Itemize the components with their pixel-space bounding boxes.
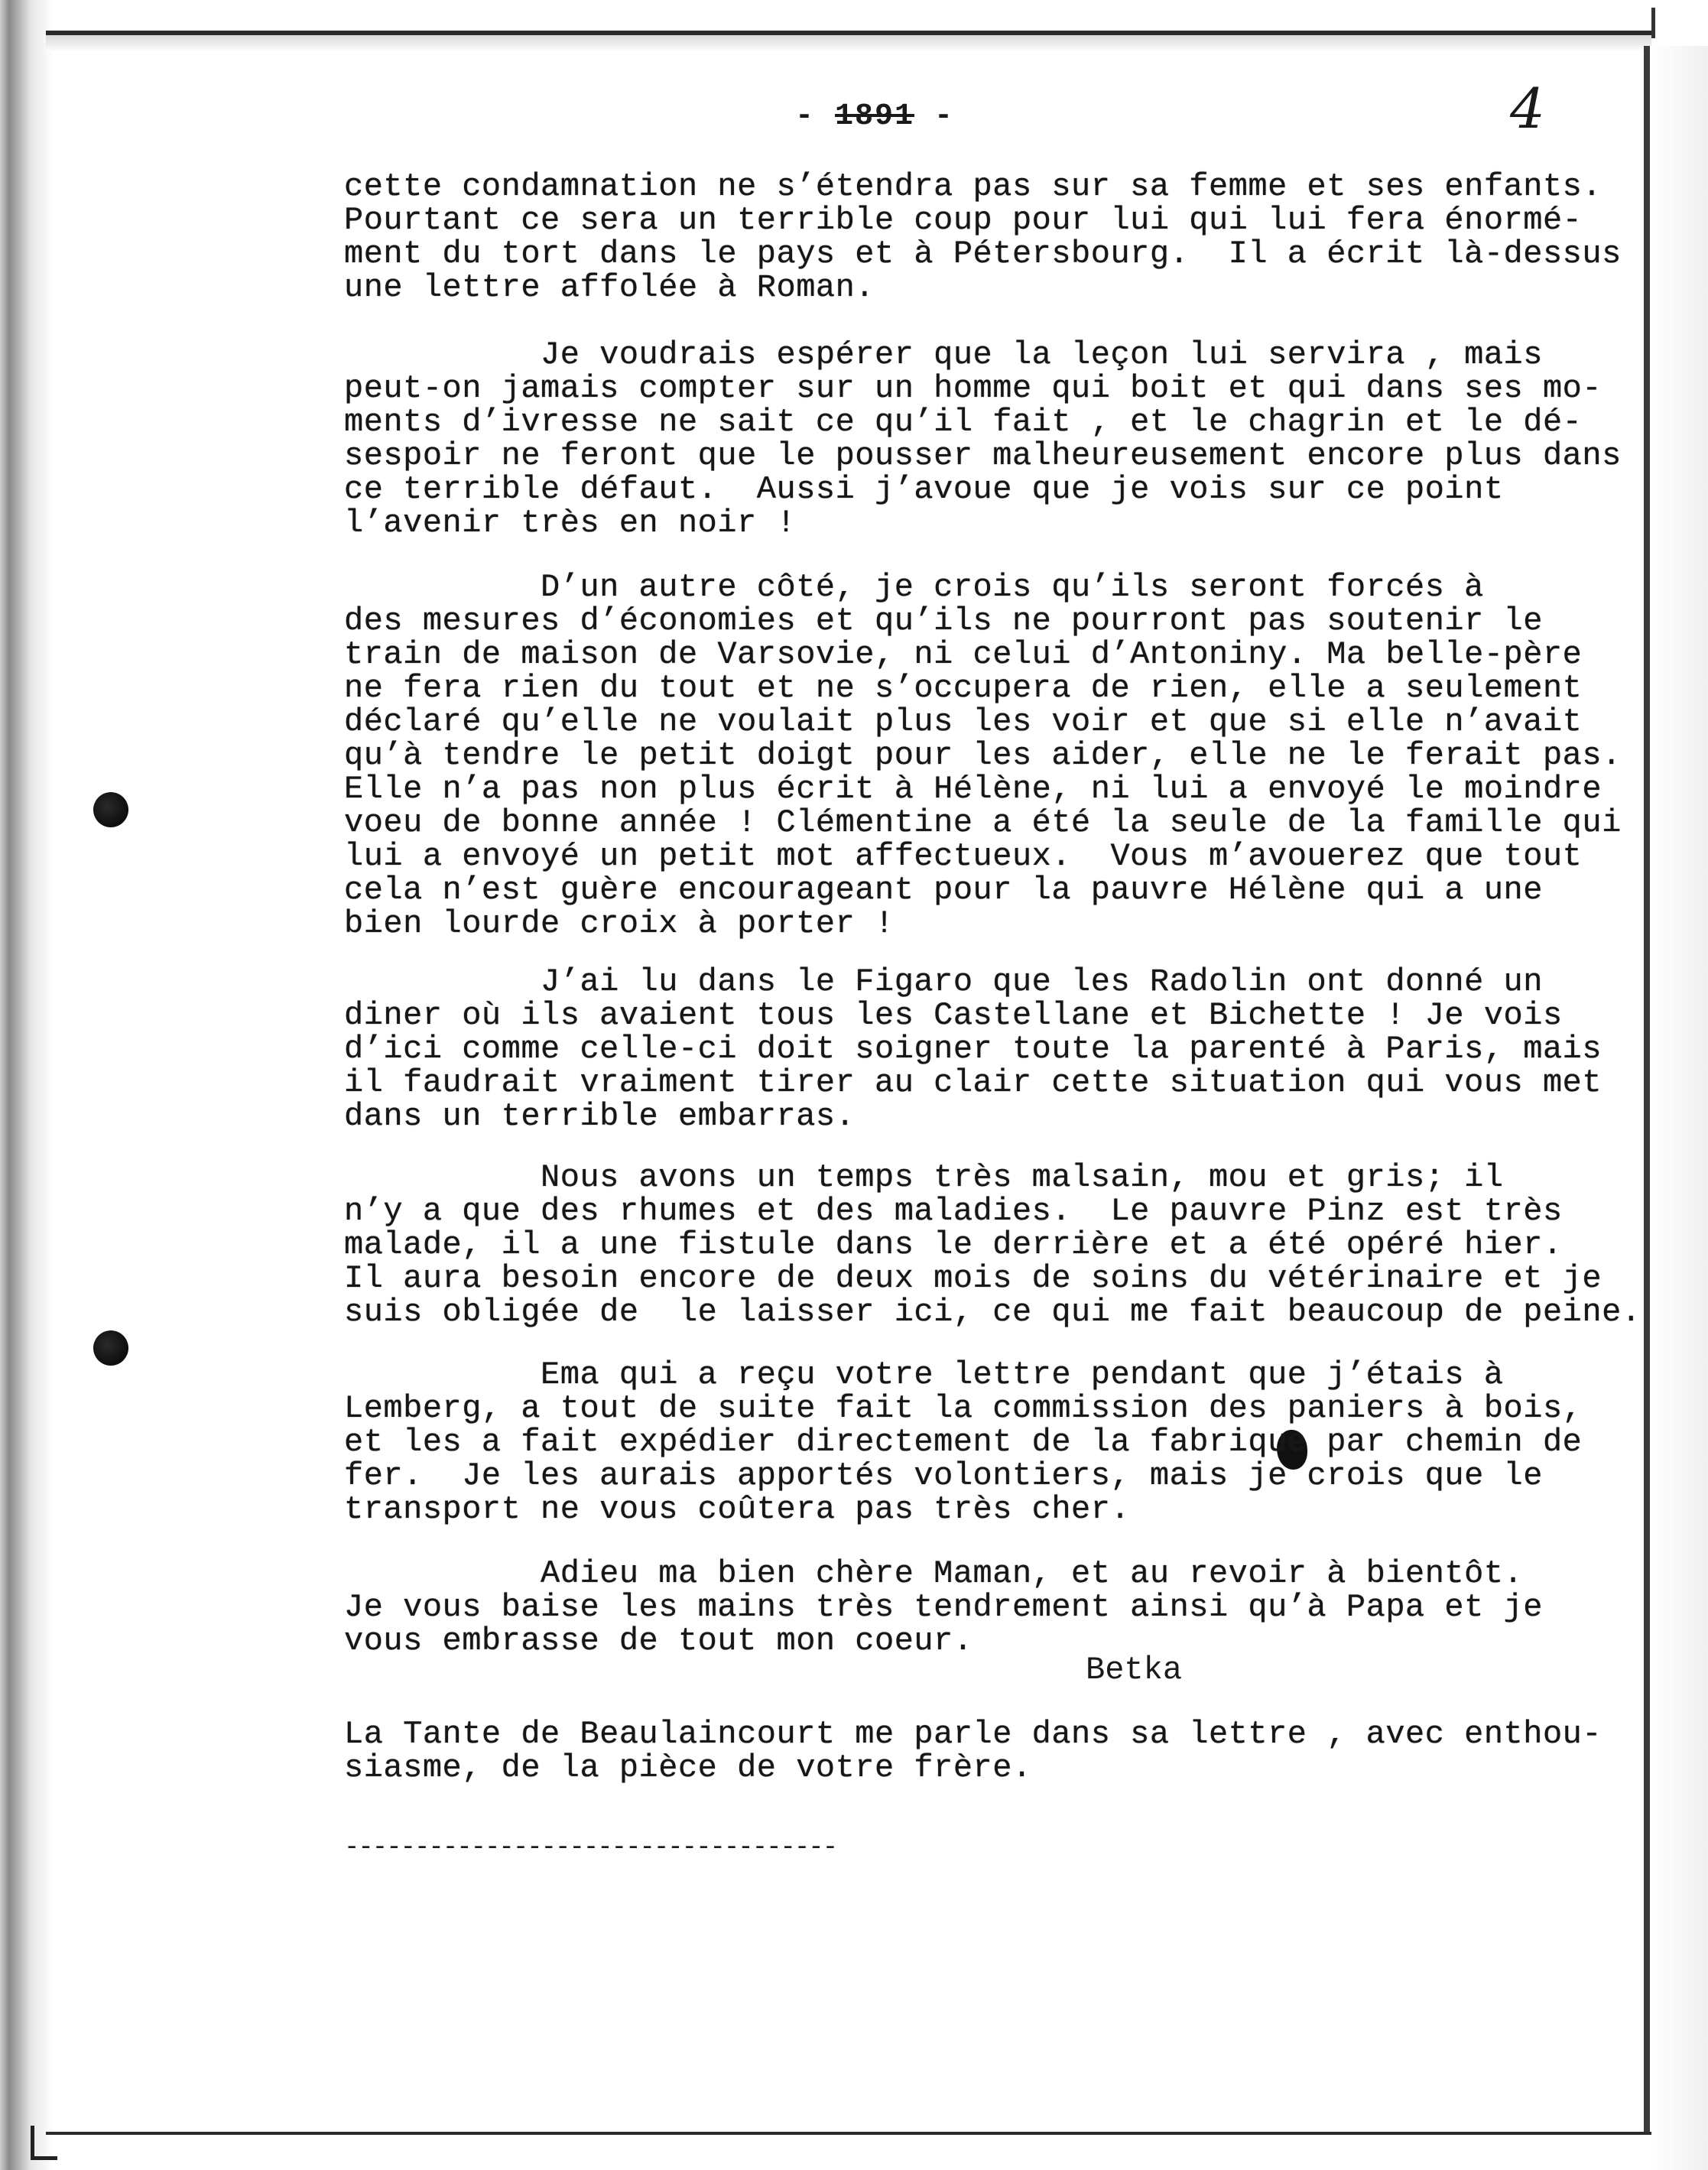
text-line: fer. Je les aurais apportés volontiers, mais je crois que le xyxy=(344,1457,1543,1494)
text-line: voeu de bonne année ! Clémentine a été la seule de la famille qui xyxy=(344,804,1622,841)
text-line: qu’à tendre le petit doigt pour les aider, elle ne le ferait pas. xyxy=(344,737,1622,774)
text-line: il faudrait vraiment tirer au clair cette situation qui vous met xyxy=(344,1064,1602,1101)
text-line: l’avenir très en noir ! xyxy=(344,505,797,541)
text-line: Nous avons un temps très malsain, mou et gris; il xyxy=(344,1159,1504,1196)
text-line: ne fera rien du tout et ne s’occupera de rien, elle a seulement xyxy=(344,670,1583,707)
text-line: diner où ils avaient tous les Castellane et Bichette ! Je vois xyxy=(344,997,1563,1034)
text-line: déclaré qu’elle ne voulait plus les voir et que si elle n’avait xyxy=(344,703,1583,740)
text-line: malade, il a une fistule dans le derrière et a été opéré hier. xyxy=(344,1226,1563,1263)
text-line: Je vous baise les mains très tendrement ainsi qu’à Papa et je xyxy=(344,1589,1543,1626)
folio-number: 4 xyxy=(1510,76,1545,141)
text-line: Il aura besoin encore de deux mois de soins du vétérinaire et je xyxy=(344,1260,1602,1297)
text-line: J’ai lu dans le Figaro que les Radolin ont donné un xyxy=(344,963,1543,1000)
text-line: ce terrible défaut. Aussi j’avoue que je vois sur ce point xyxy=(344,471,1504,508)
page-number: - 1891 - xyxy=(795,99,955,134)
text-line: et les a fait expédier directement de la fabrique par chemin de xyxy=(344,1424,1583,1460)
closing-rule: ----------------------------------- xyxy=(344,1834,837,1863)
punch-hole xyxy=(93,1330,128,1366)
text-line: ments d’ivresse ne sait ce qu’il fait , et le chagrin et le dé- xyxy=(344,404,1583,440)
scan-right-edge xyxy=(1644,46,1650,2133)
scan-left-edge xyxy=(0,0,54,2170)
text-line: suis obligée de le laisser ici, ce qui me fait beaucoup de peine. xyxy=(344,1294,1641,1330)
text-line: peut-on jamais compter sur un homme qui boit et qui dans ses mo- xyxy=(344,370,1602,407)
text-line: cela n’est guère encourageant pour la pauvre Hélène qui a une xyxy=(344,872,1543,908)
text-line: Adieu ma bien chère Maman, et au revoir à bientôt. xyxy=(344,1555,1524,1592)
text-line: Ema qui a reçu votre lettre pendant que j’étais à xyxy=(344,1356,1504,1393)
postscript-line: siasme, de la pièce de votre frère. xyxy=(344,1749,1032,1786)
scan-right-margin xyxy=(1650,46,1708,2170)
text-line: cette condamnation ne s’étendra pas sur sa femme et ses enfants. xyxy=(344,168,1602,205)
text-line: Je voudrais espérer que la leçon lui servira , mais xyxy=(344,336,1543,373)
scan-top-edge xyxy=(46,31,1651,52)
text-line: Lemberg, a tout de suite fait la commission des paniers à bois, xyxy=(344,1390,1583,1427)
scan-bottom-edge xyxy=(46,2132,1651,2135)
text-line: train de maison de Varsovie, ni celui d’Antoniny. Ma belle-père xyxy=(344,636,1583,673)
text-line: des mesures d’économies et qu’ils ne pourront pas soutenir le xyxy=(344,603,1543,639)
page-number-value: 1891 xyxy=(835,99,915,134)
postscript-line: La Tante de Beaulaincourt me parle dans sa lettre , avec enthou- xyxy=(344,1716,1602,1753)
text-line: transport ne vous coûtera pas très cher. xyxy=(344,1491,1131,1528)
text-line: n’y a que des rhumes et des maladies. Le pauvre Pinz est très xyxy=(344,1193,1563,1230)
text-line: une lettre affolée à Roman. xyxy=(344,269,875,306)
text-line: Elle n’a pas non plus écrit à Hélène, ni lui a envoyé le moindre xyxy=(344,771,1602,807)
corner-mark xyxy=(1651,8,1655,38)
text-line: D’un autre côté, je crois qu’ils seront forcés à xyxy=(344,569,1484,606)
text-line: lui a envoyé un petit mot affectueux. Vous m’avouerez que tout xyxy=(344,838,1583,875)
punch-hole xyxy=(93,792,128,827)
signature: Betka xyxy=(1086,1652,1183,1688)
corner-mark xyxy=(31,2126,57,2160)
text-line: vous embrasse de tout mon coeur. xyxy=(344,1623,973,1659)
text-line: sespoir ne feront que le pousser malheureusement encore plus dans xyxy=(344,437,1622,474)
text-line: Pourtant ce sera un terrible coup pour lui qui lui fera énormé- xyxy=(344,202,1583,239)
text-line: ment du tort dans le pays et à Pétersbourg. Il a écrit là-dessus xyxy=(344,236,1622,272)
text-line: d’ici comme celle-ci doit soigner toute la parenté à Paris, mais xyxy=(344,1031,1602,1067)
text-line: dans un terrible embarras. xyxy=(344,1098,856,1135)
text-line: bien lourde croix à porter ! xyxy=(344,905,895,942)
